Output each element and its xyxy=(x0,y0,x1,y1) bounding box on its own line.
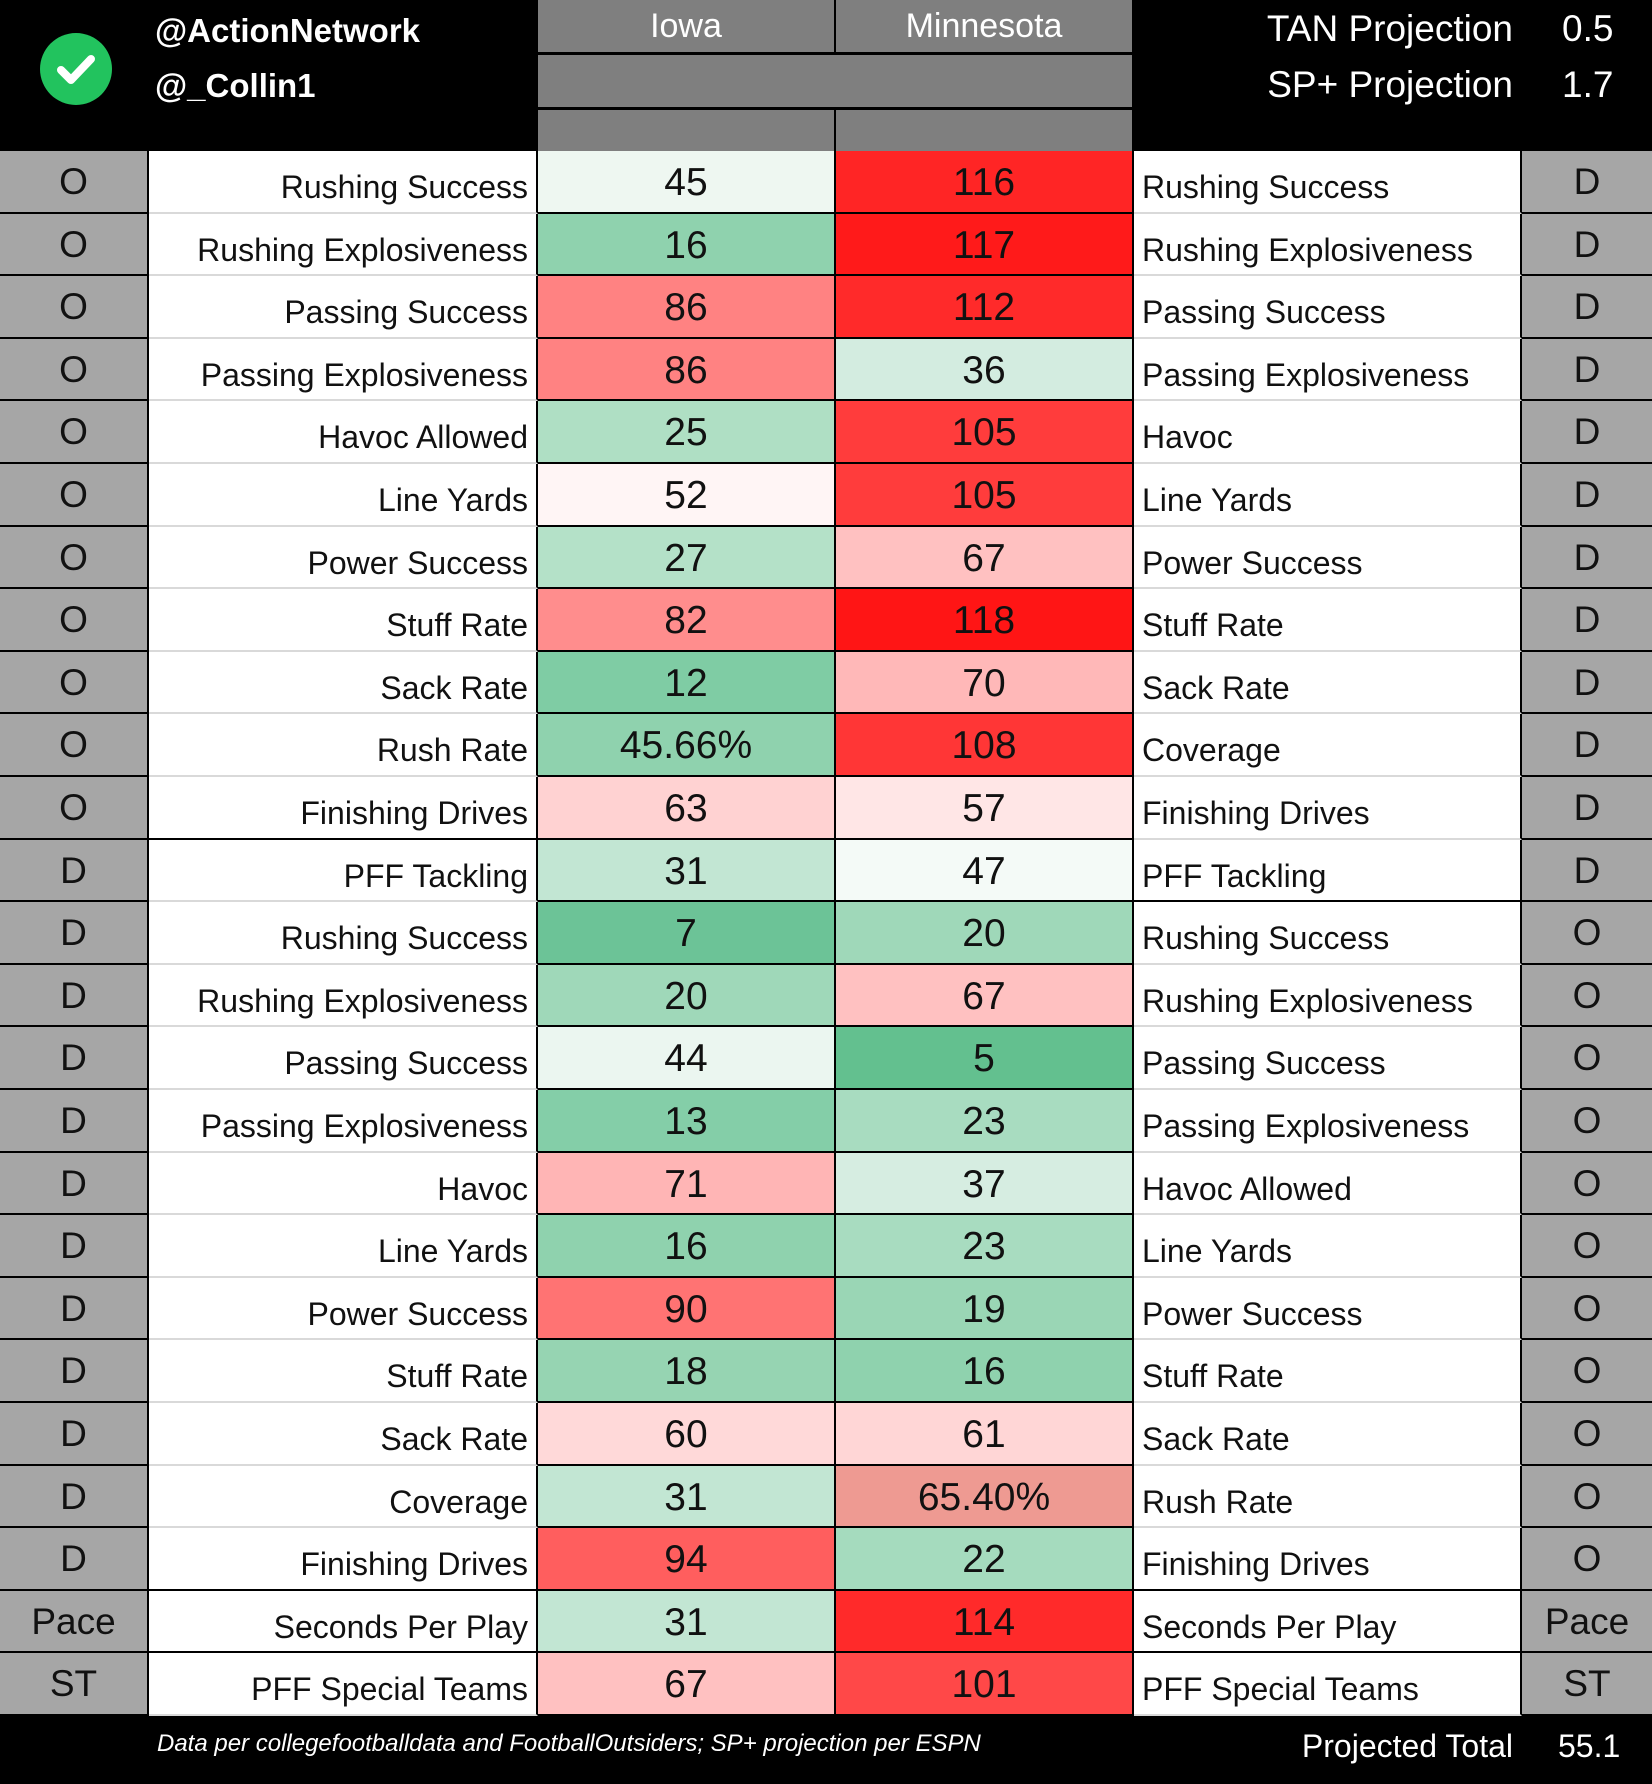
table-row xyxy=(0,1466,1652,1529)
left-metric-label: Seconds Per Play xyxy=(149,1591,538,1654)
table-row xyxy=(0,589,1652,652)
right-unit-label: O xyxy=(1522,1027,1652,1090)
left-metric-label: Stuff Rate xyxy=(149,589,538,652)
left-unit-label: D xyxy=(0,1340,149,1403)
right-unit-label: D xyxy=(1522,151,1652,214)
table-row xyxy=(0,1153,1652,1216)
left-unit-label: O xyxy=(0,339,149,402)
right-unit-label: O xyxy=(1522,902,1652,965)
right-metric-label: Sack Rate xyxy=(1134,1403,1522,1466)
left-unit-label: O xyxy=(0,214,149,277)
right-metric-label: Havoc Allowed xyxy=(1134,1153,1522,1216)
minnesota-rank-value: 19 xyxy=(836,1278,1134,1341)
minnesota-rank-value: 116 xyxy=(836,151,1134,214)
iowa-rank-value: 67 xyxy=(538,1653,836,1716)
left-metric-label: PFF Tackling xyxy=(149,840,538,903)
iowa-rank-value: 82 xyxy=(538,589,836,652)
iowa-rank-value: 60 xyxy=(538,1403,836,1466)
right-metric-label: Rushing Explosiveness xyxy=(1134,214,1522,277)
minnesota-rank-value: 67 xyxy=(836,965,1134,1028)
data-source-note: Data per collegefootballdata and FootballOutsiders; SP+ projection per ESPN xyxy=(157,1730,981,1757)
right-metric-label: Power Success xyxy=(1134,527,1522,590)
iowa-rank-value: 45 xyxy=(538,151,836,214)
right-metric-label: Finishing Drives xyxy=(1134,1528,1522,1591)
iowa-rank-value: 12 xyxy=(538,652,836,715)
left-unit-label: O xyxy=(0,777,149,840)
minnesota-rank-value: 37 xyxy=(836,1153,1134,1216)
table-row xyxy=(0,527,1652,590)
left-metric-label: Passing Explosiveness xyxy=(149,1090,538,1153)
left-metric-label: Passing Success xyxy=(149,1027,538,1090)
iowa-rank-value: 7 xyxy=(538,902,836,965)
right-metric-label: Rushing Success xyxy=(1134,151,1522,214)
left-metric-label: Rushing Explosiveness xyxy=(149,214,538,277)
left-unit-label: O xyxy=(0,714,149,777)
left-unit-label: ST xyxy=(0,1653,149,1716)
left-metric-label: Finishing Drives xyxy=(149,777,538,840)
table-row xyxy=(0,1215,1652,1278)
table-row xyxy=(0,965,1652,1028)
right-unit-label: D xyxy=(1522,777,1652,840)
right-unit-label: D xyxy=(1522,464,1652,527)
right-metric-label: PFF Tackling xyxy=(1134,840,1522,903)
minnesota-rank-value: 114 xyxy=(836,1591,1134,1654)
iowa-rank-value: 52 xyxy=(538,464,836,527)
right-metric-label: Stuff Rate xyxy=(1134,589,1522,652)
right-unit-label: O xyxy=(1522,1153,1652,1216)
minnesota-rank-value: 23 xyxy=(836,1090,1134,1153)
table-row xyxy=(0,276,1652,339)
right-unit-label: O xyxy=(1522,1278,1652,1341)
header-spacer-band xyxy=(538,55,1132,107)
left-unit-label: D xyxy=(0,965,149,1028)
left-metric-label: PFF Special Teams xyxy=(149,1653,538,1716)
right-unit-label: ST xyxy=(1522,1653,1652,1716)
left-metric-label: Sack Rate xyxy=(149,652,538,715)
table-row xyxy=(0,714,1652,777)
right-unit-label: D xyxy=(1522,527,1652,590)
minnesota-rank-value: 61 xyxy=(836,1403,1134,1466)
iowa-rank-value: 31 xyxy=(538,1466,836,1529)
right-metric-label: Passing Success xyxy=(1134,276,1522,339)
checkmark-icon xyxy=(40,33,112,105)
right-metric-label: Sack Rate xyxy=(1134,652,1522,715)
right-unit-label: D xyxy=(1522,589,1652,652)
right-metric-label: Coverage xyxy=(1134,714,1522,777)
right-metric-label: Power Success xyxy=(1134,1278,1522,1341)
minnesota-rank-value: 23 xyxy=(836,1215,1134,1278)
tan-projection-label: TAN Projection xyxy=(1266,8,1513,49)
iowa-rank-value: 90 xyxy=(538,1278,836,1341)
left-metric-label: Stuff Rate xyxy=(149,1340,538,1403)
iowa-rank-value: 71 xyxy=(538,1153,836,1216)
sp-projection-value: 1.7 xyxy=(1562,64,1614,105)
table-row xyxy=(0,401,1652,464)
left-unit-label: D xyxy=(0,1027,149,1090)
left-metric-label: Rushing Success xyxy=(149,151,538,214)
right-unit-label: D xyxy=(1522,714,1652,777)
left-unit-label: O xyxy=(0,464,149,527)
iowa-rank-value: 13 xyxy=(538,1090,836,1153)
iowa-rank-value: 45.66% xyxy=(538,714,836,777)
right-unit-label: D xyxy=(1522,401,1652,464)
right-metric-label: Havoc xyxy=(1134,401,1522,464)
iowa-rank-value: 31 xyxy=(538,840,836,903)
right-unit-label: D xyxy=(1522,339,1652,402)
left-unit-label: O xyxy=(0,151,149,214)
minnesota-rank-value: 108 xyxy=(836,714,1134,777)
team-header-iowa: Iowa xyxy=(538,0,834,52)
minnesota-rank-value: 65.40% xyxy=(836,1466,1134,1529)
iowa-rank-value: 31 xyxy=(538,1591,836,1654)
right-unit-label: D xyxy=(1522,276,1652,339)
minnesota-rank-value: 117 xyxy=(836,214,1134,277)
table-row xyxy=(0,339,1652,402)
projected-total-value: 55.1 xyxy=(1558,1728,1621,1764)
iowa-rank-value: 20 xyxy=(538,965,836,1028)
minnesota-rank-value: 105 xyxy=(836,401,1134,464)
left-unit-label: O xyxy=(0,652,149,715)
minnesota-rank-value: 118 xyxy=(836,589,1134,652)
left-metric-label: Rush Rate xyxy=(149,714,538,777)
iowa-rank-value: 25 xyxy=(538,401,836,464)
iowa-rank-value: 44 xyxy=(538,1027,836,1090)
handle-action-network: @ActionNetwork xyxy=(155,12,421,49)
table-row xyxy=(0,1278,1652,1341)
minnesota-rank-value: 22 xyxy=(836,1528,1134,1591)
right-unit-label: Pace xyxy=(1522,1591,1652,1654)
left-unit-label: D xyxy=(0,1090,149,1153)
right-unit-label: O xyxy=(1522,1403,1652,1466)
right-metric-label: Rush Rate xyxy=(1134,1466,1522,1529)
minnesota-rank-value: 112 xyxy=(836,276,1134,339)
right-metric-label: Line Yards xyxy=(1134,1215,1522,1278)
left-metric-label: Passing Explosiveness xyxy=(149,339,538,402)
left-unit-label: D xyxy=(0,1153,149,1216)
table-row xyxy=(0,902,1652,965)
table-row xyxy=(0,1653,1652,1716)
table-row xyxy=(0,151,1652,214)
right-metric-label: Passing Explosiveness xyxy=(1134,339,1522,402)
handle-collin: @_Collin1 xyxy=(155,67,316,104)
right-metric-label: Stuff Rate xyxy=(1134,1340,1522,1403)
table-row xyxy=(0,464,1652,527)
left-unit-label: D xyxy=(0,1278,149,1341)
table-row xyxy=(0,777,1652,840)
right-unit-label: D xyxy=(1522,840,1652,903)
header-spacer-iowa xyxy=(538,110,834,151)
right-unit-label: O xyxy=(1522,1528,1652,1591)
right-metric-label: Line Yards xyxy=(1134,464,1522,527)
left-unit-label: O xyxy=(0,589,149,652)
right-unit-label: O xyxy=(1522,1090,1652,1153)
left-unit-label: D xyxy=(0,840,149,903)
projected-total-label: Projected Total xyxy=(1301,1728,1513,1764)
left-unit-label: D xyxy=(0,1215,149,1278)
left-metric-label: Coverage xyxy=(149,1466,538,1529)
left-metric-label: Rushing Explosiveness xyxy=(149,965,538,1028)
table-row xyxy=(0,1090,1652,1153)
table-row xyxy=(0,214,1652,277)
table-row xyxy=(0,1591,1652,1654)
left-metric-label: Rushing Success xyxy=(149,902,538,965)
header xyxy=(0,0,1652,151)
right-unit-label: O xyxy=(1522,965,1652,1028)
right-metric-label: PFF Special Teams xyxy=(1134,1653,1522,1716)
right-metric-label: Finishing Drives xyxy=(1134,777,1522,840)
right-metric-label: Rushing Success xyxy=(1134,902,1522,965)
iowa-rank-value: 27 xyxy=(538,527,836,590)
left-metric-label: Havoc xyxy=(149,1153,538,1216)
right-metric-label: Seconds Per Play xyxy=(1134,1591,1522,1654)
iowa-rank-value: 86 xyxy=(538,339,836,402)
iowa-rank-value: 16 xyxy=(538,214,836,277)
minnesota-rank-value: 16 xyxy=(836,1340,1134,1403)
minnesota-rank-value: 47 xyxy=(836,840,1134,903)
minnesota-rank-value: 70 xyxy=(836,652,1134,715)
minnesota-rank-value: 101 xyxy=(836,1653,1134,1716)
table-row xyxy=(0,1340,1652,1403)
iowa-rank-value: 86 xyxy=(538,276,836,339)
left-unit-label: D xyxy=(0,1466,149,1529)
minnesota-rank-value: 67 xyxy=(836,527,1134,590)
footer xyxy=(0,1716,1652,1784)
left-unit-label: D xyxy=(0,1528,149,1591)
left-unit-label: O xyxy=(0,527,149,590)
minnesota-rank-value: 57 xyxy=(836,777,1134,840)
right-unit-label: O xyxy=(1522,1215,1652,1278)
right-metric-label: Passing Success xyxy=(1134,1027,1522,1090)
table-row xyxy=(0,1403,1652,1466)
header-spacer-minnesota xyxy=(836,110,1132,151)
minnesota-rank-value: 105 xyxy=(836,464,1134,527)
left-unit-label: O xyxy=(0,401,149,464)
right-unit-label: D xyxy=(1522,652,1652,715)
left-unit-label: Pace xyxy=(0,1591,149,1654)
left-unit-label: O xyxy=(0,276,149,339)
right-unit-label: O xyxy=(1522,1340,1652,1403)
minnesota-rank-value: 36 xyxy=(836,339,1134,402)
right-metric-label: Rushing Explosiveness xyxy=(1134,965,1522,1028)
left-metric-label: Sack Rate xyxy=(149,1403,538,1466)
iowa-rank-value: 63 xyxy=(538,777,836,840)
table-row xyxy=(0,1528,1652,1591)
right-unit-label: D xyxy=(1522,214,1652,277)
left-unit-label: D xyxy=(0,902,149,965)
iowa-rank-value: 94 xyxy=(538,1528,836,1591)
team-header-minnesota: Minnesota xyxy=(836,0,1132,52)
left-metric-label: Line Yards xyxy=(149,464,538,527)
left-metric-label: Passing Success xyxy=(149,276,538,339)
left-metric-label: Havoc Allowed xyxy=(149,401,538,464)
left-metric-label: Power Success xyxy=(149,527,538,590)
iowa-rank-value: 16 xyxy=(538,1215,836,1278)
right-unit-label: O xyxy=(1522,1466,1652,1529)
minnesota-rank-value: 20 xyxy=(836,902,1134,965)
table-row xyxy=(0,1027,1652,1090)
minnesota-rank-value: 5 xyxy=(836,1027,1134,1090)
table-row xyxy=(0,840,1652,903)
left-metric-label: Finishing Drives xyxy=(149,1528,538,1591)
left-metric-label: Power Success xyxy=(149,1278,538,1341)
left-unit-label: D xyxy=(0,1403,149,1466)
table-row xyxy=(0,652,1652,715)
right-metric-label: Passing Explosiveness xyxy=(1134,1090,1522,1153)
sp-projection-label: SP+ Projection xyxy=(1267,64,1513,105)
iowa-rank-value: 18 xyxy=(538,1340,836,1403)
tan-projection-value: 0.5 xyxy=(1562,8,1614,49)
left-metric-label: Line Yards xyxy=(149,1215,538,1278)
